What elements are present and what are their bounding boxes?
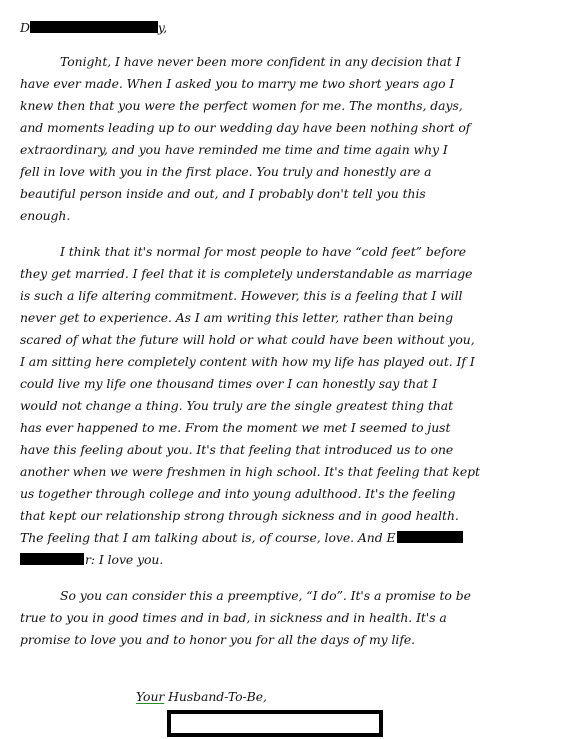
paragraph-line: extraordinary, and you have reminded me time and time again why I — [20, 142, 448, 157]
paragraph-line: knew then that you were the perfect women for me. The months, days, — [20, 98, 463, 113]
salutation — [20, 17, 565, 39]
paragraph-line — [20, 527, 565, 549]
paragraph-line: would not change a thing. You truly are the single greatest thing that — [20, 398, 454, 413]
paragraph-line: So you can consider this a preemptive, “I do”. It's a promise to be — [60, 588, 471, 603]
paragraph-line: have this feeling about you. It's that feeling that introduced us to one — [20, 442, 454, 457]
paragraph-line: Tonight, I have never been more confident in any decision that I — [60, 54, 461, 69]
paragraph-line: another when we were freshmen in high school. It's that feeling that kept — [20, 464, 480, 479]
paragraph-line — [20, 549, 565, 571]
paragraph-line: never get to experience. As I am writing this letter, rather than being — [20, 310, 454, 325]
closing-word: Your — [136, 689, 165, 704]
redacted-signature — [167, 710, 383, 737]
paragraph-line: fell in love with you in the first place. You truly and honestly are a — [20, 164, 432, 179]
redacted-name — [397, 531, 463, 543]
closing-text: Husband-To-Be, — [164, 689, 267, 704]
paragraph-line: they get married. I feel that it is completely understandable as marriage — [20, 266, 473, 281]
redacted-name — [30, 21, 158, 33]
paragraph-line: is such a life altering commitment. However, this is a feeling that I will — [20, 288, 463, 303]
paragraph-text: The feeling that I am talking about is, of course, love. And E — [20, 530, 396, 545]
salutation-suffix: y, — [157, 20, 168, 35]
paragraph-line: us together through college and into young adulthood. It's the feeling — [20, 486, 456, 501]
paragraph-line: beautiful person inside and out, and I probably don't tell you this — [20, 186, 426, 201]
salutation-prefix: D — [20, 20, 30, 35]
redacted-name — [20, 553, 84, 565]
paragraph-line: I am sitting here completely content with how my life has played out. If I — [20, 354, 475, 369]
paragraph-line: has ever happened to me. From the moment we met I seemed to just — [20, 420, 451, 435]
paragraph-line: scared of what the future will hold or what could have been without you, — [20, 332, 475, 347]
closing — [136, 686, 436, 708]
paragraph-line: promise to love you and to honor you for all the days of my life. — [20, 632, 416, 647]
paragraph-line: that kept our relationship strong through sickness and in good health. — [20, 508, 459, 523]
paragraph-text: r: I love you. — [85, 552, 164, 567]
paragraph-line: have ever made. When I asked you to marry me two short years ago I — [20, 76, 455, 91]
paragraph-line: and moments leading up to our wedding day have been nothing short of — [20, 120, 471, 135]
paragraph-line: could live my life one thousand times over I can honestly say that I — [20, 376, 438, 391]
paragraph-line: enough. — [20, 208, 71, 223]
paragraph-line: I think that it's normal for most people to have “cold feet” before — [60, 244, 467, 259]
paragraph-line: true to you in good times and in bad, in sickness and in health. It's a — [20, 610, 447, 625]
